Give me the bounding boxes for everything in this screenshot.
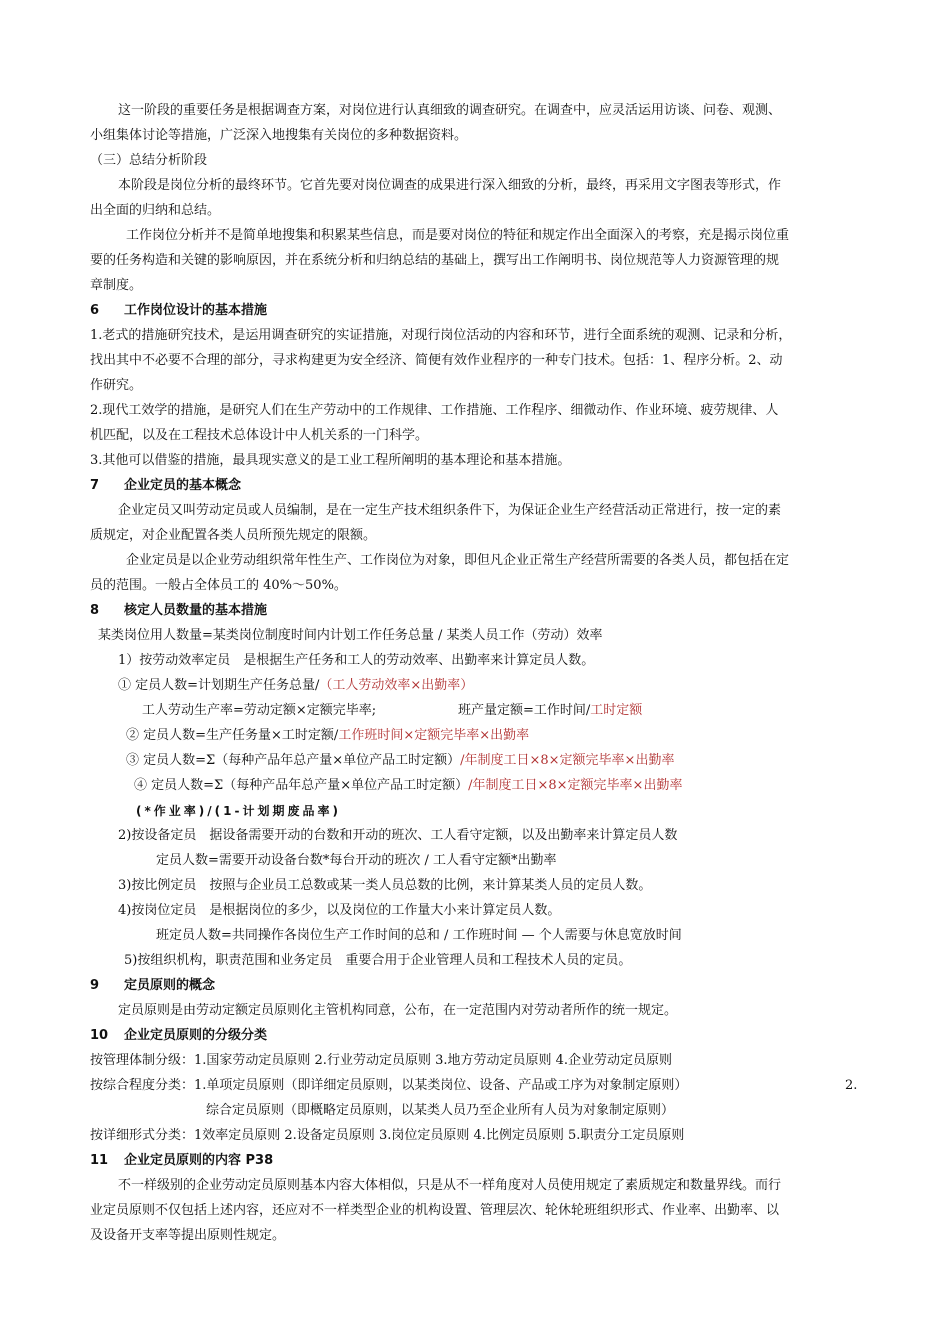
paragraph-line: 小组集体讨论等措施，广泛深入地搜集有关岗位的多种数据资料。	[90, 128, 468, 143]
formula-text: ② 定员人数=生产任务量×工时定额/	[126, 728, 339, 743]
classification-line: 按综合程度分类：1.单项定员原则（即详细定员原则，以某类岗位、设备、产品或工序为对象制定原则）	[90, 1078, 688, 1093]
paragraph-line: 企业定员又叫劳动定员或人员编制，是在一定生产技术组织条件下，为保证企业生产经营活动正常进行，按一定的素	[118, 503, 782, 518]
section-number: 11	[90, 1153, 109, 1168]
paragraph-line: 1.老式的措施研究技术，是运用调查研究的实证措施，对现行岗位活动的内容和环节，进行全面系统的观测、记录和分析，	[90, 328, 792, 343]
formula-line: 班定员人数=共同操作各岗位生产工作时间的总和 / 工作班时间 — 个人需要与休息宽放时间	[156, 928, 682, 943]
paragraph-line: 定员原则是由劳动定额定员原则化主管机构同意，公布，在一定范围内对劳动者所作的统一规定。	[118, 1003, 678, 1018]
formula-text: 班产量定额=工作时间/	[458, 703, 591, 718]
paragraph-line: 出全面的归纳和总结。	[90, 203, 221, 218]
paragraph-line: 不一样级别的企业劳动定员原则基本内容大体相似，只是从不一样角度对人员使用规定了素质规定和数量界线。而行	[118, 1178, 782, 1193]
section-heading-10	[90, 1027, 267, 1045]
section-title: 工作岗位设计的基本措施	[124, 303, 268, 318]
section-title: 企业定员原则的分级分类	[124, 1028, 268, 1043]
paragraph-line: 工作岗位分析并不是简单地搜集和积累某些信息，而是要对岗位的特征和规定作出全面深入的考察，充是揭示岗位重	[126, 228, 790, 243]
section-title: 定员原则的概念	[124, 978, 216, 993]
formula-highlight: （工人劳动效率×出勤率）	[319, 678, 474, 693]
formula-line: 某类岗位用人数量=某类岗位制度时间内计划工作任务总量 / 某类人员工作（劳动）效率	[98, 628, 603, 643]
formula-line: 工人劳动生产率=劳动定额×定额完毕率;	[142, 703, 377, 718]
paragraph-line: 这一阶段的重要任务是根据调查方案，对岗位进行认真细致的调查研究。在调查中，应灵活运用访谈、问卷、观测、	[118, 103, 782, 118]
formula-line: (*作业率)/(1-计划期废品率)	[136, 804, 341, 818]
section-number: 8	[90, 603, 100, 618]
paragraph-line: 作研究。	[90, 378, 143, 393]
paragraph-line: 3.其他可以借鉴的措施，最具现实意义的是工业工程所阐明的基本理论和基本措施。	[90, 453, 571, 468]
section-number: 7	[90, 478, 100, 493]
method-line: 3)按比例定员 按照与企业员工总数或某一类人员总数的比例，来计算某类人员的定员人数。	[118, 878, 652, 893]
formula-highlight: 工作班时间×定额完毕率×出勤率	[338, 728, 530, 743]
formula-text: ③ 定员人数=Σ（每种产品年总产量×单位产品工时定额）	[126, 753, 461, 768]
section-title: 企业定员原则的内容 P38	[124, 1153, 274, 1168]
paragraph-line: 及设备开支率等提出原则性规定。	[90, 1228, 286, 1243]
formula-highlight: /年制度工日×8×定额完毕率×出勤率	[460, 753, 675, 768]
paragraph-line: 员的范围。一般占全体员工的 40%～50%。	[90, 578, 347, 593]
paragraph-line: 企业定员是以企业劳动组织常年性生产、工作岗位为对象，即但凡企业正常生产经营所需要的各类人员，都包括在定	[126, 553, 790, 568]
paragraph-line: 2.现代工效学的措施，是研究人们在生产劳动中的工作规律、工作措施、工作程序、细微动作、作业环境、疲劳规律、人	[90, 403, 779, 418]
section-heading-6	[90, 302, 267, 320]
method-line: 1）按劳动效率定员 是根据生产任务和工人的劳动效率、出勤率来计算定员人数。	[118, 653, 595, 668]
paragraph-line: 本阶段是岗位分析的最终环节。它首先要对岗位调查的成果进行深入细致的分析，最终，再采用文字图表等形式，作	[118, 178, 782, 193]
method-line: 5)按组织机构，职责范围和业务定员 重要合用于企业管理人员和工程技术人员的定员。	[124, 953, 632, 968]
paragraph-line: 业定员原则不仅包括上述内容，还应对不一样类型企业的机构设置、管理层次、轮休轮班组织形式、作业率、出勤率、以	[90, 1203, 780, 1218]
paragraph-line: 机匹配，以及在工程技术总体设计中人机关系的一门科学。	[90, 428, 429, 443]
paragraph-line: 要的任务构造和关键的影响原因，并在系统分析和归纳总结的基础上，撰写出工作阐明书、岗位规范等人力资源管理的规	[90, 253, 780, 268]
section-heading-9	[90, 977, 215, 995]
classification-line: 综合定员原则（即概略定员原则，以某类人员乃至企业所有人员为对象制定原则）	[206, 1103, 675, 1118]
section-title: 核定人员数量的基本措施	[124, 603, 268, 618]
section-heading-11	[90, 1152, 273, 1170]
section-number: 9	[90, 978, 100, 993]
paragraph-line: 质规定，对企业配置各类人员所预先规定的限额。	[90, 528, 377, 543]
classification-line: 按详细形式分类：1效率定员原则 2.设备定员原则 3.岗位定员原则 4.比例定员原则 5.职责分工定员原则	[90, 1128, 685, 1143]
section-heading-7	[90, 477, 241, 495]
formula-line	[118, 677, 473, 695]
formula-line	[126, 727, 529, 745]
classification-line: 按管理体制分级：1.国家劳动定员原则 2.行业劳动定员原则 3.地方劳动定员原则 4.企业劳动定员原则	[90, 1053, 673, 1068]
section-number: 10	[90, 1028, 109, 1043]
formula-text: ④ 定员人数=Σ（每种产品年总产量×单位产品工时定额）	[134, 778, 469, 793]
formula-highlight: /年制度工日×8×定额完毕率×出勤率	[468, 778, 683, 793]
paragraph-line: 章制度。	[90, 278, 143, 293]
subsection-heading: （三）总结分析阶段	[90, 153, 208, 168]
classification-line: 2.	[845, 1078, 858, 1093]
formula-text: ① 定员人数=计划期生产任务总量/	[118, 678, 320, 693]
formula-highlight: 工时定额	[590, 703, 643, 718]
section-title: 企业定员的基本概念	[124, 478, 242, 493]
formula-line	[458, 702, 642, 720]
method-line: 4)按岗位定员 是根据岗位的多少，以及岗位的工作量大小来计算定员人数。	[118, 903, 561, 918]
section-heading-8	[90, 602, 267, 620]
formula-line	[126, 752, 674, 770]
formula-line: 定员人数=需要开动设备台数*每台开动的班次 / 工人看守定额*出勤率	[156, 853, 557, 868]
method-line: 2)按设备定员 据设备需要开动的台数和开动的班次、工人看守定额，以及出勤率来计算定员人数	[118, 828, 678, 843]
section-number: 6	[90, 303, 100, 318]
paragraph-line: 找出其中不必要不合理的部分，寻求构建更为安全经济、简便有效作业程序的一种专门技术。包括：1、程序分析。2、动	[90, 353, 783, 368]
formula-line	[134, 777, 682, 795]
